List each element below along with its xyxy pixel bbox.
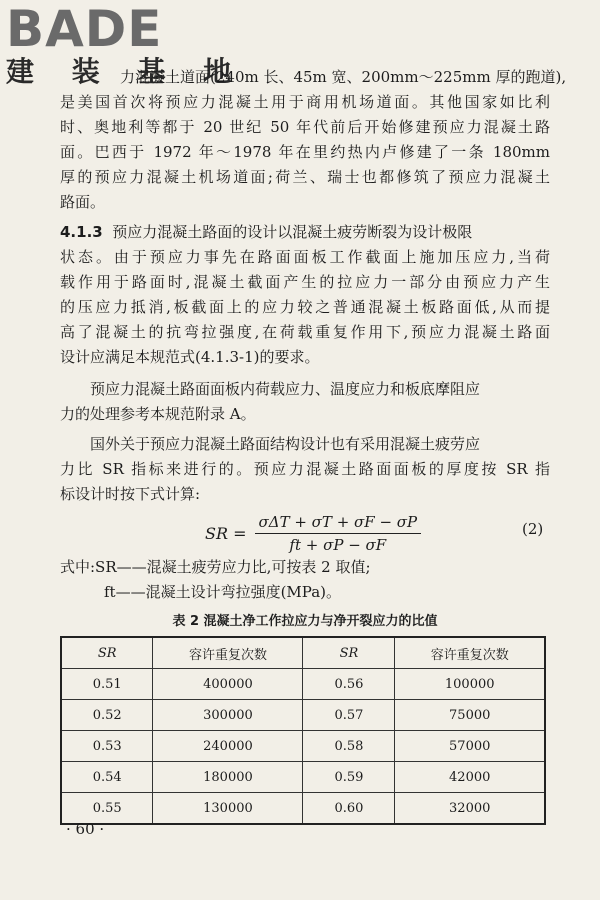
cell-repetitions: 57000 (395, 731, 545, 762)
paragraph-line: 预应力混凝土路面面板内荷载应力、温度应力和板底摩阻应 (90, 380, 481, 398)
header-sr: SR (303, 637, 395, 669)
cell-repetitions: 240000 (153, 731, 303, 762)
page-number: · 60 · (66, 820, 105, 838)
cell-sr: 0.53 (61, 731, 153, 762)
section-line: 设计应满足本规范式(4.1.3-1)的要求。 (60, 348, 320, 366)
cell-sr: 0.55 (61, 793, 153, 825)
formula-fraction (255, 513, 422, 554)
cell-sr: 0.59 (303, 762, 395, 793)
cell-repetitions: 400000 (153, 669, 303, 700)
definition-line: 式中:SR——混凝土疲劳应力比,可按表 2 取值; (60, 558, 371, 576)
cell-repetitions: 100000 (395, 669, 545, 700)
section-line: 的压应力抵消,板截面上的应力较之普通混凝土板路面低,从而提 (60, 298, 550, 316)
sr-formula (205, 513, 421, 554)
table-row (61, 731, 545, 762)
paragraph-line: 路面。 (60, 193, 106, 211)
cell-sr: 0.54 (61, 762, 153, 793)
section-text: 预应力混凝土路面的设计以混凝土疲劳断裂为设计极限 (112, 223, 473, 241)
paragraph-line: 力的处理参考本规范附录 A。 (60, 405, 256, 423)
formula-denominator: ft + σP − σF (289, 536, 387, 554)
cell-repetitions: 130000 (153, 793, 303, 825)
section-line: 高了混凝土的抗弯拉强度,在荷载重复作用下,预应力混凝土路面 (60, 323, 550, 341)
table-row (61, 762, 545, 793)
section-line: 载作用于路面时,混凝土截面产生的拉应力一部分由预应力产生 (60, 273, 550, 291)
cell-repetitions: 75000 (395, 700, 545, 731)
section-heading-line (60, 221, 550, 243)
paragraph-line: 时、奥地利等都于 20 世纪 50 年代前后开始修建预应力混凝土路 (60, 118, 550, 136)
logo-subtitle: 建 装 基 地 (6, 55, 246, 88)
paragraph-line: 力比 SR 指标来进行的。预应力混凝土路面面板的厚度按 SR 指 (60, 460, 550, 478)
cell-repetitions: 32000 (395, 793, 545, 825)
section-line: 状态。由于预应力事先在路面面板工作截面上施加压应力,当荷 (60, 248, 550, 266)
cell-sr: 0.57 (303, 700, 395, 731)
paragraph-line: 厚的预应力混凝土机场道面;荷兰、瑞士也都修筑了预应力混凝土 (60, 168, 550, 186)
cell-sr: 0.58 (303, 731, 395, 762)
header-repetitions: 容许重复次数 (153, 637, 303, 669)
definition-line: ft——混凝土设计弯拉强度(MPa)。 (104, 583, 342, 601)
paragraph-line: 面。巴西于 1972 年～1978 年在里约热内卢修建了一条 180mm (60, 143, 550, 161)
cell-repetitions: 300000 (153, 700, 303, 731)
cell-sr: 0.56 (303, 669, 395, 700)
cell-sr: 0.60 (303, 793, 395, 825)
table-row (61, 700, 545, 731)
logo-brand: BADE (6, 0, 163, 58)
table-row (61, 793, 545, 825)
table-caption: 表 2 混凝土净工作拉应力与净开裂应力的比值 (172, 614, 438, 629)
header-sr: SR (61, 637, 153, 669)
paragraph-line: 国外关于预应力混凝土路面结构设计也有采用混凝土疲劳应 (90, 435, 481, 453)
ratio-table (60, 636, 546, 825)
table-row (61, 669, 545, 700)
paragraph-line: 是美国首次将预应力混凝土用于商用机场道面。其他国家如比利 (60, 93, 550, 111)
section-number: 4.1.3 (60, 223, 103, 241)
formula-number: (2) (522, 520, 544, 538)
header-repetitions: 容许重复次数 (395, 637, 545, 669)
paragraph-line: 标设计时按下式计算: (60, 485, 201, 503)
cell-sr: 0.52 (61, 700, 153, 731)
cell-repetitions: 42000 (395, 762, 545, 793)
formula-lhs: SR = (205, 524, 247, 543)
paragraph-line: 力混凝土道面(240m 长、45m 宽、200mm～225mm 厚的跑道), (120, 68, 567, 86)
table-header-row (61, 637, 545, 669)
cell-sr: 0.51 (61, 669, 153, 700)
formula-numerator: σΔT + σT + σF − σP (255, 513, 422, 534)
cell-repetitions: 180000 (153, 762, 303, 793)
